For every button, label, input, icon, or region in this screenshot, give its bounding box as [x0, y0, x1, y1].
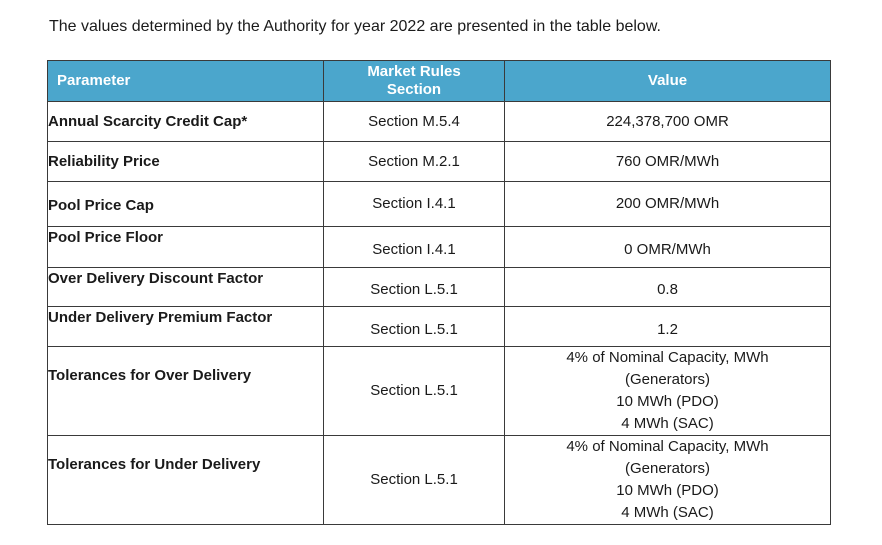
value-line: 4 MWh (SAC): [621, 504, 714, 521]
table-row: [48, 102, 831, 142]
value-cell: 224,378,700 OMR: [505, 102, 831, 142]
value-cell: 0.8: [505, 268, 831, 307]
table-row: [48, 307, 831, 347]
parameters-table: [47, 60, 831, 525]
table-header-row: [48, 61, 831, 102]
header-value: Value: [505, 61, 831, 102]
parameter-cell: Reliability Price: [48, 142, 324, 182]
section-cell: Section L.5.1: [324, 347, 505, 436]
parameter-cell: Tolerances for Over Delivery: [48, 347, 324, 436]
header-section-line2: Section: [386, 81, 442, 98]
header-section-line1: Market Rules: [367, 63, 461, 80]
table-row: [48, 347, 831, 436]
table-row: [48, 182, 831, 227]
value-cell: [505, 347, 831, 436]
parameter-cell: Annual Scarcity Credit Cap*: [48, 102, 324, 142]
value-cell: [505, 436, 831, 525]
table-row: [48, 268, 831, 307]
value-cell: 0 OMR/MWh: [505, 227, 831, 268]
section-cell: Section L.5.1: [324, 307, 505, 347]
value-line: 4% of Nominal Capacity, MWh: [566, 349, 769, 366]
parameter-cell: Pool Price Floor: [48, 227, 324, 268]
section-cell: Section M.2.1: [324, 142, 505, 182]
table-row: [48, 142, 831, 182]
table-row: [48, 436, 831, 525]
parameter-cell: Over Delivery Discount Factor: [48, 268, 324, 307]
section-cell: Section M.5.4: [324, 102, 505, 142]
parameter-cell: Pool Price Cap: [48, 182, 324, 227]
section-cell: Section L.5.1: [324, 436, 505, 525]
intro-text: The values determined by the Authority for year 2022 are presented in the table below.: [49, 18, 661, 35]
value-line: (Generators): [624, 371, 711, 388]
value-line: (Generators): [624, 460, 711, 477]
value-line: 10 MWh (PDO): [616, 482, 719, 499]
section-cell: Section I.4.1: [324, 182, 505, 227]
parameter-cell: Under Delivery Premium Factor: [48, 307, 324, 347]
value-line: 4% of Nominal Capacity, MWh: [566, 438, 769, 455]
value-line: 10 MWh (PDO): [616, 393, 719, 410]
value-line: 4 MWh (SAC): [621, 415, 714, 432]
section-cell: Section I.4.1: [324, 227, 505, 268]
value-cell: 760 OMR/MWh: [505, 142, 831, 182]
header-parameter: Parameter: [48, 61, 324, 102]
header-market-rules-section: [324, 61, 505, 102]
value-cell: 200 OMR/MWh: [505, 182, 831, 227]
parameter-cell: Tolerances for Under Delivery: [48, 436, 324, 525]
section-cell: Section L.5.1: [324, 268, 505, 307]
value-cell: 1.2: [505, 307, 831, 347]
table-row: [48, 227, 831, 268]
